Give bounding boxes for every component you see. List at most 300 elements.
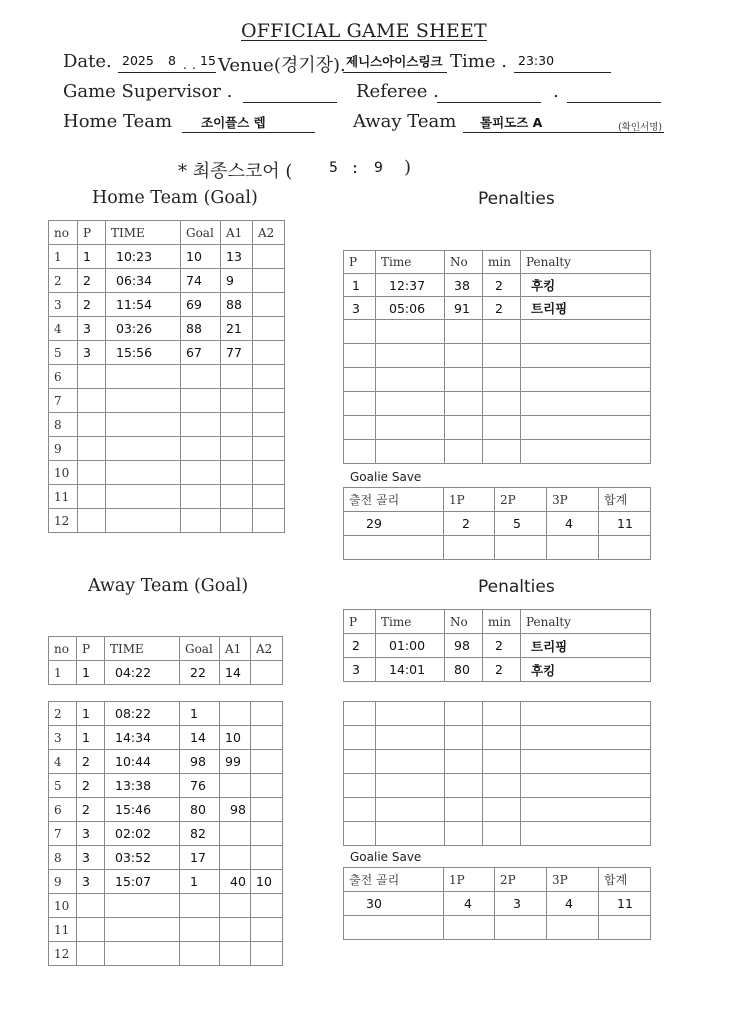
supervisor-label: Game Supervisor . <box>63 81 233 102</box>
cell-no: 11 <box>49 918 77 942</box>
cell-goal: 88 <box>181 317 221 341</box>
home-team-value: 조이플스 렙 <box>201 115 266 130</box>
col-number: No <box>445 251 483 274</box>
col-period-3: 3P <box>547 868 599 892</box>
cell-goal: 10 <box>181 245 221 269</box>
cell-period: 2 <box>78 293 106 317</box>
cell-no: 3 <box>49 726 77 750</box>
table-row <box>49 894 283 918</box>
cell-minutes <box>483 344 521 368</box>
cell-period: 1 <box>78 245 106 269</box>
away-goal-table <box>48 701 283 966</box>
cell-total: 11 <box>599 512 651 536</box>
home-goalie-empty-row <box>344 536 651 560</box>
cell-period <box>344 416 376 440</box>
cell-period <box>344 368 376 392</box>
cell-number <box>445 702 483 726</box>
cell-number <box>445 774 483 798</box>
home-goalie-save-title: Goalie Save <box>350 470 422 484</box>
cell-time <box>376 344 445 368</box>
cell-minutes <box>483 750 521 774</box>
cell-penalty <box>521 392 651 416</box>
cell-goal <box>180 918 220 942</box>
table-row <box>49 942 283 966</box>
cell-time: 01:00 <box>376 634 445 658</box>
cell-goal: 74 <box>181 269 221 293</box>
cell-minutes: 2 <box>483 634 521 658</box>
date-year: 2025 <box>122 53 154 68</box>
col-period-1: 1P <box>444 488 495 512</box>
cell-goal <box>181 461 221 485</box>
cell-time: 03:52 <box>105 846 180 870</box>
col-a2: A2 <box>251 637 283 661</box>
cell-number <box>445 368 483 392</box>
cell-time: 11:54 <box>106 293 181 317</box>
away-goalie-empty-row <box>344 916 651 940</box>
cell-goal: 76 <box>180 774 220 798</box>
cell-time <box>105 942 180 966</box>
table-row <box>49 317 285 341</box>
cell-no: 10 <box>49 894 77 918</box>
cell-no: 12 <box>49 509 78 533</box>
cell-a1 <box>221 485 253 509</box>
col-starting-goalie: 출전 골리 <box>344 488 444 512</box>
sheet-title: OFFICIAL GAME SHEET <box>241 20 487 42</box>
signature-note: (확인서명) <box>618 122 663 133</box>
cell-a2 <box>251 918 283 942</box>
cell-number <box>445 344 483 368</box>
cell-a2 <box>253 413 285 437</box>
table-row <box>49 798 283 822</box>
cell-no: 5 <box>49 341 78 365</box>
cell-a2 <box>253 485 285 509</box>
away-goal-first-table <box>48 636 283 685</box>
home-penalties-table <box>343 250 651 464</box>
away-penalties-extra-table <box>343 701 651 846</box>
cell-period-3: 4 <box>547 512 599 536</box>
cell-period-1: 2 <box>444 512 495 536</box>
cell-time <box>105 918 180 942</box>
cell-time <box>376 750 445 774</box>
table-row <box>344 416 651 440</box>
cell-penalty <box>521 440 651 464</box>
cell-period-3: 4 <box>547 892 599 916</box>
table-row <box>49 365 285 389</box>
cell-time: 05:06 <box>376 297 445 320</box>
away-penalties-title: Penalties <box>478 577 555 597</box>
cell-a1 <box>221 437 253 461</box>
cell-a1 <box>221 509 253 533</box>
cell-a2 <box>251 726 283 750</box>
cell-period: 2 <box>77 774 105 798</box>
cell-minutes <box>483 822 521 846</box>
cell-a2 <box>251 702 283 726</box>
cell-a2 <box>253 461 285 485</box>
col-no: no <box>49 221 78 245</box>
away-goalie-header-row <box>344 868 651 892</box>
cell-time <box>105 894 180 918</box>
cell-penalty: 후킹 <box>521 658 651 682</box>
home-team-label: Home Team <box>63 111 173 132</box>
table-row <box>49 437 285 461</box>
cell-period: 3 <box>344 297 376 320</box>
col-period: P <box>344 251 376 274</box>
table-row <box>49 774 283 798</box>
away-penalties-header-row <box>344 610 651 634</box>
cell-a1 <box>220 702 251 726</box>
col-period-2: 2P <box>495 488 547 512</box>
cell-period <box>78 437 106 461</box>
cell-time <box>376 702 445 726</box>
cell-a1: 9 <box>221 269 253 293</box>
cell-time <box>376 774 445 798</box>
cell-time: 12:37 <box>376 274 445 297</box>
away-goalie-save-table <box>343 867 651 940</box>
cell-time <box>376 392 445 416</box>
final-score-separator: : <box>352 157 359 178</box>
home-team-underline <box>182 132 315 133</box>
cell-period: 3 <box>77 846 105 870</box>
col-period: P <box>77 637 105 661</box>
cell-time <box>376 416 445 440</box>
away-goal-header-row <box>49 637 283 661</box>
col-total: 합계 <box>599 488 651 512</box>
cell-time: 10:23 <box>106 245 181 269</box>
final-score-label: * 최종스코어 ( <box>178 161 293 182</box>
cell-penalty <box>521 416 651 440</box>
cell-no: 2 <box>49 269 78 293</box>
cell-period: 1 <box>77 702 105 726</box>
cell-goal: 69 <box>181 293 221 317</box>
cell-no: 8 <box>49 846 77 870</box>
cell-time: 15:56 <box>106 341 181 365</box>
home-goalie-header-row <box>344 488 651 512</box>
date-dot-2: . <box>192 57 196 72</box>
cell-a1: 10 <box>220 726 251 750</box>
table-row <box>49 702 283 726</box>
table-row <box>49 341 285 365</box>
cell-a2 <box>253 293 285 317</box>
cell-goal <box>181 389 221 413</box>
cell-number <box>445 320 483 344</box>
table-row <box>344 320 651 344</box>
cell-minutes <box>483 416 521 440</box>
cell-a2 <box>253 245 285 269</box>
date-label: Date. <box>63 51 112 72</box>
cell-penalty <box>521 798 651 822</box>
cell-penalty <box>521 320 651 344</box>
home-penalties-title: Penalties <box>478 189 555 209</box>
cell-a2 <box>251 942 283 966</box>
table-row <box>49 269 285 293</box>
col-total: 합계 <box>599 868 651 892</box>
date-dot-1: . <box>183 57 187 72</box>
cell-a1 <box>220 918 251 942</box>
date-day: 15 <box>200 53 216 68</box>
cell-time: 10:44 <box>105 750 180 774</box>
away-team-value: 톨피도즈 A <box>480 115 543 130</box>
table-row <box>344 368 651 392</box>
cell-period <box>344 822 376 846</box>
cell-goal: 82 <box>180 822 220 846</box>
cell-no: 6 <box>49 365 78 389</box>
home-goal-header-row <box>49 221 285 245</box>
table-row <box>49 389 285 413</box>
cell-no: 7 <box>49 389 78 413</box>
cell-a1: 99 <box>220 750 251 774</box>
cell-period <box>77 918 105 942</box>
cell-period <box>78 485 106 509</box>
final-score-away: 9 <box>374 160 383 176</box>
cell-penalty: 후킹 <box>521 274 651 297</box>
cell-a2 <box>251 846 283 870</box>
col-penalty: Penalty <box>521 251 651 274</box>
away-goalie-values-row <box>344 892 651 916</box>
cell-no: 1 <box>49 245 78 269</box>
venue-label: Venue(경기장). <box>218 55 346 76</box>
cell-minutes: 2 <box>483 274 521 297</box>
col-period-3: 3P <box>547 488 599 512</box>
cell-no: 7 <box>49 822 77 846</box>
table-row <box>49 918 283 942</box>
cell-goal: 22 <box>180 661 220 685</box>
cell-period <box>77 894 105 918</box>
home-goal-table <box>48 220 285 533</box>
cell-total: 11 <box>599 892 651 916</box>
cell-period <box>344 344 376 368</box>
table-row <box>49 726 283 750</box>
cell-minutes <box>483 440 521 464</box>
cell-period <box>78 413 106 437</box>
cell-period: 2 <box>77 798 105 822</box>
cell-a1: 98 <box>220 798 251 822</box>
cell-period <box>344 702 376 726</box>
table-row <box>49 846 283 870</box>
cell-time: 04:22 <box>105 661 180 685</box>
col-goal: Goal <box>180 637 220 661</box>
cell-goal <box>181 413 221 437</box>
cell-a1 <box>221 461 253 485</box>
cell-period: 3 <box>77 870 105 894</box>
time-label: Time . <box>450 51 507 72</box>
cell-period <box>77 942 105 966</box>
cell-time: 15:46 <box>105 798 180 822</box>
cell-minutes: 2 <box>483 658 521 682</box>
cell-a1: 14 <box>220 661 251 685</box>
cell-time <box>106 365 181 389</box>
cell-a1: 13 <box>221 245 253 269</box>
table-row <box>344 658 651 682</box>
venue-value: 제니스아이스링크 <box>346 54 443 69</box>
cell-goal <box>180 894 220 918</box>
cell-time <box>376 798 445 822</box>
cell-a2 <box>251 774 283 798</box>
col-a1: A1 <box>220 637 251 661</box>
cell-goal <box>181 509 221 533</box>
cell-goal: 1 <box>180 702 220 726</box>
cell-a2 <box>251 822 283 846</box>
cell-number <box>445 822 483 846</box>
cell-no: 10 <box>49 461 78 485</box>
col-penalty: Penalty <box>521 610 651 634</box>
away-goal-title: Away Team (Goal) <box>88 576 249 596</box>
away-goalie-save-title: Goalie Save <box>350 850 422 864</box>
cell-a2 <box>251 750 283 774</box>
referee-underline-1 <box>437 102 541 103</box>
table-row <box>344 297 651 320</box>
referee-underline-2 <box>567 102 661 103</box>
cell-a1 <box>220 846 251 870</box>
cell-number <box>445 798 483 822</box>
cell-period: 3 <box>78 341 106 365</box>
col-starting-goalie: 출전 골리 <box>344 868 444 892</box>
cell-minutes <box>483 368 521 392</box>
cell-time: 13:38 <box>105 774 180 798</box>
cell-goal: 80 <box>180 798 220 822</box>
cell-period: 1 <box>344 274 376 297</box>
cell-period: 3 <box>344 658 376 682</box>
cell-a2 <box>251 894 283 918</box>
cell-time <box>106 461 181 485</box>
cell-goal <box>180 942 220 966</box>
cell-time: 14:01 <box>376 658 445 682</box>
col-a2: A2 <box>253 221 285 245</box>
table-row <box>49 293 285 317</box>
home-goalie-save-table <box>343 487 651 560</box>
cell-a2 <box>251 661 283 685</box>
cell-a2 <box>253 365 285 389</box>
cell-minutes <box>483 702 521 726</box>
col-period-2: 2P <box>495 868 547 892</box>
date-month: 8 <box>168 53 176 68</box>
table-row <box>49 870 283 894</box>
table-row <box>49 822 283 846</box>
cell-a2 <box>253 437 285 461</box>
table-row <box>49 245 285 269</box>
cell-no: 3 <box>49 293 78 317</box>
cell-minutes: 2 <box>483 297 521 320</box>
time-underline <box>514 72 611 73</box>
table-row <box>49 750 283 774</box>
cell-penalty <box>521 344 651 368</box>
table-row <box>344 822 651 846</box>
cell-period <box>344 750 376 774</box>
col-time: TIME <box>106 221 181 245</box>
cell-a2 <box>253 341 285 365</box>
col-number: No <box>445 610 483 634</box>
cell-a1 <box>221 413 253 437</box>
cell-time: 15:07 <box>105 870 180 894</box>
cell-number: 80 <box>445 658 483 682</box>
cell-period: 2 <box>78 269 106 293</box>
cell-period <box>78 365 106 389</box>
cell-goal <box>181 485 221 509</box>
supervisor-underline <box>243 102 337 103</box>
home-goal-title: Home Team (Goal) <box>92 188 258 208</box>
table-row <box>49 661 283 685</box>
cell-minutes <box>483 726 521 750</box>
cell-no: 4 <box>49 750 77 774</box>
col-goal: Goal <box>181 221 221 245</box>
cell-goal: 98 <box>180 750 220 774</box>
cell-a2 <box>251 798 283 822</box>
cell-minutes <box>483 774 521 798</box>
cell-period <box>78 389 106 413</box>
cell-a1 <box>220 774 251 798</box>
cell-no: 2 <box>49 702 77 726</box>
cell-no: 11 <box>49 485 78 509</box>
cell-time <box>106 437 181 461</box>
col-time: Time <box>376 251 445 274</box>
cell-time <box>376 440 445 464</box>
cell-a1: 77 <box>221 341 253 365</box>
col-a1: A1 <box>221 221 253 245</box>
table-row <box>344 726 651 750</box>
cell-period: 3 <box>78 317 106 341</box>
cell-period <box>78 461 106 485</box>
table-row <box>344 750 651 774</box>
table-row <box>49 485 285 509</box>
cell-number: 98 <box>445 634 483 658</box>
cell-penalty: 트리핑 <box>521 634 651 658</box>
col-period: P <box>344 610 376 634</box>
col-minutes: min <box>483 251 521 274</box>
cell-time <box>106 413 181 437</box>
cell-number <box>445 392 483 416</box>
cell-a1 <box>220 894 251 918</box>
cell-time <box>376 726 445 750</box>
cell-no: 9 <box>49 870 77 894</box>
cell-a2 <box>253 389 285 413</box>
cell-penalty <box>521 702 651 726</box>
cell-no: 5 <box>49 774 77 798</box>
final-score-home: 5 <box>329 160 338 176</box>
cell-no: 6 <box>49 798 77 822</box>
cell-a2 <box>253 269 285 293</box>
cell-time: 06:34 <box>106 269 181 293</box>
date-underline <box>118 72 216 73</box>
col-period-1: 1P <box>444 868 495 892</box>
cell-minutes <box>483 320 521 344</box>
cell-number <box>445 416 483 440</box>
cell-period <box>78 509 106 533</box>
cell-period: 2 <box>77 750 105 774</box>
cell-period <box>344 726 376 750</box>
cell-period-2: 3 <box>495 892 547 916</box>
table-row <box>344 798 651 822</box>
cell-goal <box>181 365 221 389</box>
cell-a1 <box>220 942 251 966</box>
cell-no: 1 <box>49 661 77 685</box>
cell-time: 02:02 <box>105 822 180 846</box>
cell-time <box>376 368 445 392</box>
cell-goal: 67 <box>181 341 221 365</box>
cell-period <box>344 392 376 416</box>
cell-minutes <box>483 392 521 416</box>
cell-goal: 1 <box>180 870 220 894</box>
cell-starting-goalie: 30 <box>344 892 444 916</box>
cell-no: 12 <box>49 942 77 966</box>
cell-number: 91 <box>445 297 483 320</box>
col-period: P <box>78 221 106 245</box>
cell-time <box>106 389 181 413</box>
cell-no: 4 <box>49 317 78 341</box>
cell-a1 <box>221 389 253 413</box>
cell-penalty <box>521 726 651 750</box>
cell-period <box>344 798 376 822</box>
cell-minutes <box>483 798 521 822</box>
referee-dot: . <box>553 81 559 102</box>
